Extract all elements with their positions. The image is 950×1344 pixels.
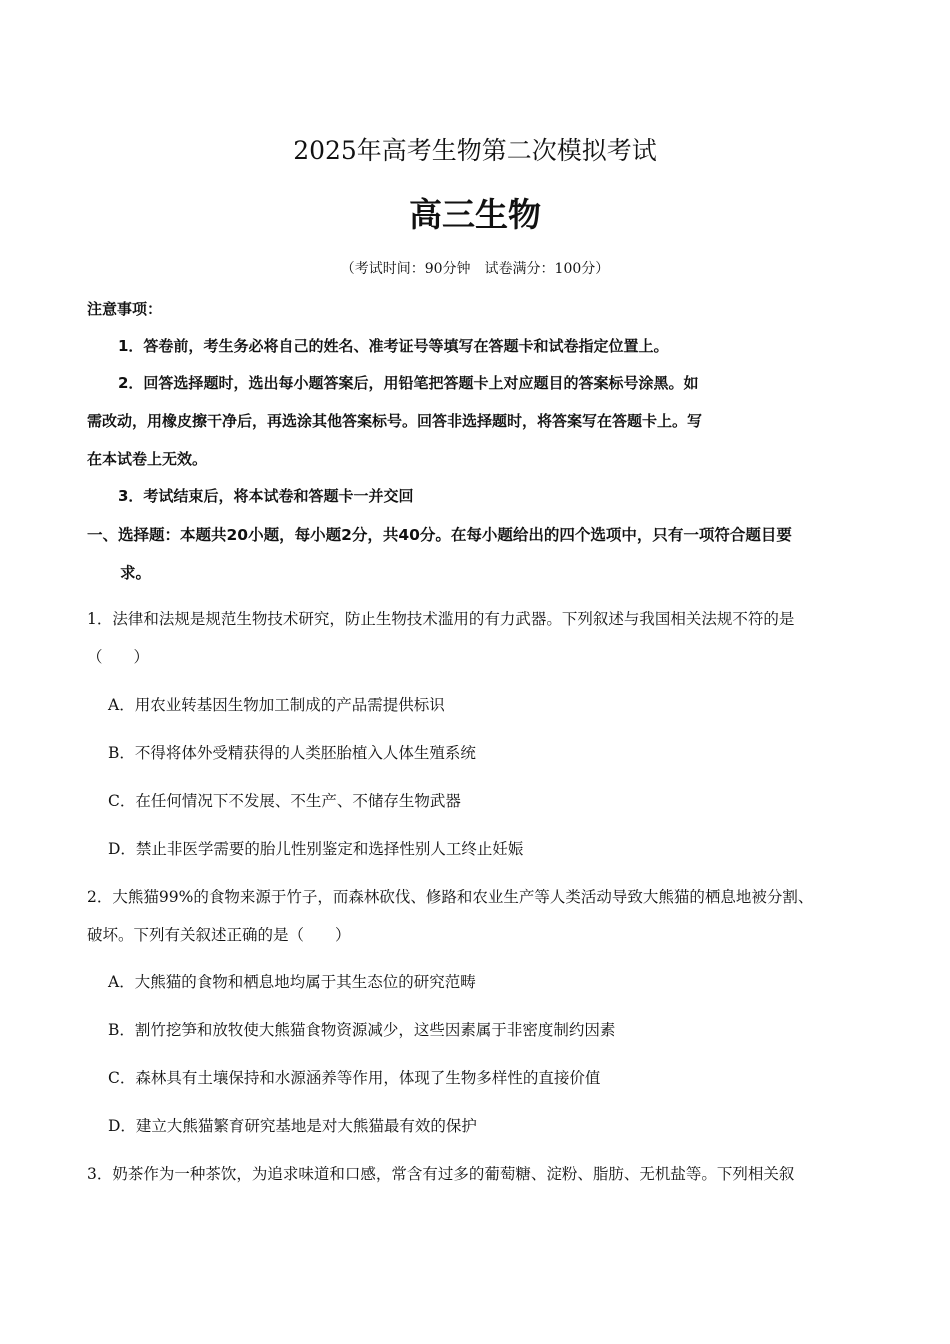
- question-1-option-a: A．用农业转基因生物加工制成的产品需提供标识: [108, 696, 445, 714]
- exam-info: （考试时间：90分钟 试卷满分：100分）: [340, 261, 610, 277]
- question-2-stem-line-2: 破坏。下列有关叙述正确的是（ ）: [87, 926, 351, 944]
- question-1-option-b: B．不得将体外受精获得的人类胚胎植入人体生殖系统: [108, 744, 476, 762]
- notice-item-2-line-2: 需改动，用橡皮擦干净后，再选涂其他答案标号。回答非选择题时，将答案写在答题卡上。写: [87, 412, 703, 430]
- question-1-option-d: D．禁止非医学需要的胎儿性别鉴定和选择性别人工终止妊娠: [108, 840, 524, 858]
- notice-item-2-line-1: 2．回答选择题时，选出每小题答案后，用铅笔把答题卡上对应题目的答案标号涂黑。如: [118, 374, 699, 392]
- question-1-stem-line-2: （ ）: [87, 648, 150, 666]
- question-2-option-c: C．森林具有土壤保持和水源涵养等作用，体现了生物多样性的直接价值: [108, 1069, 601, 1087]
- notice-item-1: 1．答卷前，考生务必将自己的姓名、准考证号等填写在答题卡和试卷指定位置上。: [118, 337, 669, 355]
- question-3-stem-line-1: 3．奶茶作为一种茶饮，为追求味道和口感，常含有过多的葡萄糖、淀粉、脂肪、无机盐等。下列相关叙: [87, 1165, 795, 1183]
- section-heading-line-1: 一、选择题：本题共20小题，每小题2分，共40分。在每小题给出的四个选项中，只有一项符合题目要: [87, 526, 792, 544]
- question-1-option-c: C．在任何情况下不发展、不生产、不储存生物武器: [108, 792, 461, 810]
- section-heading-line-2: 求。: [120, 564, 152, 582]
- notice-item-2-line-3: 在本试卷上无效。: [87, 450, 208, 468]
- question-2-option-a: A．大熊猫的食物和栖息地均属于其生态位的研究范畴: [108, 973, 476, 991]
- exam-title: 2025年高考生物第二次模拟考试: [293, 136, 657, 165]
- question-2-stem-line-1: 2．大熊猫99%的食物来源于竹子，而森林砍伐、修路和农业生产等人类活动导致大熊猫的栖息地被分割、: [87, 888, 814, 906]
- subject-title: 高三生物: [409, 195, 541, 234]
- question-1-stem-line-1: 1．法律和法规是规范生物技术研究，防止生物技术滥用的有力武器。下列叙述与我国相关法规不符的是: [87, 610, 795, 628]
- question-2-option-b: B．割竹挖笋和放牧使大熊猫食物资源减少，这些因素属于非密度制约因素: [108, 1021, 616, 1039]
- notice-heading: 注意事项：: [87, 300, 163, 318]
- question-2-option-d: D．建立大熊猫繁育研究基地是对大熊猫最有效的保护: [108, 1117, 477, 1135]
- notice-item-3: 3．考试结束后，将本试卷和答题卡一并交回: [118, 487, 414, 505]
